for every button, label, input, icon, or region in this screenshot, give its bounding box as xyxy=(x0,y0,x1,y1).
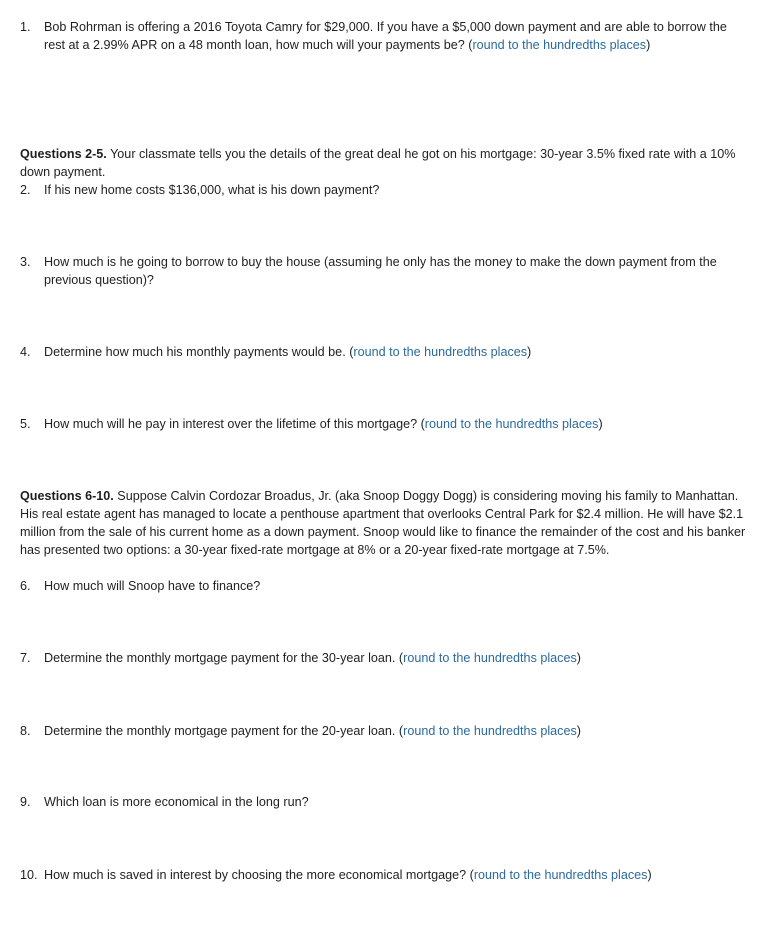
rounding-hint: round to the hundredths places xyxy=(403,651,577,665)
section-intro-6-10 xyxy=(20,487,748,559)
question-body: Determine how much his monthly payments would be. xyxy=(44,345,346,359)
question-number: 2. xyxy=(20,183,31,197)
question-3 xyxy=(20,253,748,289)
question-4 xyxy=(20,343,748,361)
question-body: Which loan is more economical in the long run? xyxy=(44,795,309,809)
section-text: Suppose Calvin Cordozar Broadus, Jr. (aka Snoop Doggy Dogg) is considering moving his family to Manhattan. His real estate agent has managed to locate a penthouse apartment that overlooks Central Park for $2.4 million. He will have $2.1 million from the sale of his current home as a down payment. Snoop would like to finance the remainder of the cost and his banker has presented two options: a 30-year fixed-rate mortgage at 8% or a 20-year fixed-rate mortgage at 7.5%. xyxy=(20,489,746,557)
rounding-hint: round to the hundredths places xyxy=(424,417,599,431)
section-intro-2-5 xyxy=(20,145,748,181)
question-body: How much is saved in interest by choosing the more economical mortgage? xyxy=(44,868,467,882)
question-5 xyxy=(20,415,748,433)
question-number: 5. xyxy=(20,417,31,431)
question-text: How much will he pay in interest over the lifetime of this mortgage? (round to the hundredths places) xyxy=(44,417,603,431)
section-heading: Questions 2-5. xyxy=(20,147,107,161)
question-7 xyxy=(20,649,748,667)
question-number: 8. xyxy=(20,724,31,738)
section-text: Your classmate tells you the details of the great deal he got on his mortgage: 30-year 3.5% fixed rate with a 10% down payment. xyxy=(20,147,736,179)
question-number: 6. xyxy=(20,579,31,593)
rounding-hint: round to the hundredths places xyxy=(403,724,577,738)
question-1 xyxy=(20,18,748,54)
rounding-hint: round to the hundredths places xyxy=(472,38,647,52)
question-10 xyxy=(20,866,748,884)
question-text: Determine the monthly mortgage payment for the 30-year loan. (round to the hundredths places) xyxy=(44,651,581,665)
question-text: Determine how much his monthly payments would be. (round to the hundredths places) xyxy=(44,345,532,359)
question-6 xyxy=(20,577,748,595)
question-body: If his new home costs $136,000, what is his down payment? xyxy=(44,183,380,197)
question-8 xyxy=(20,722,748,740)
question-number: 7. xyxy=(20,651,31,665)
question-9 xyxy=(20,793,748,811)
question-text: How much is saved in interest by choosing the more economical mortgage? (round to the hundredths places) xyxy=(44,868,652,882)
question-text: Bob Rohrman is offering a 2016 Toyota Camry for $29,000. If you have a $5,000 down payment and are able to borrow the rest at a 2.99% APR on a 48 month loan, how much will your payments be? (round to the hundredths places) xyxy=(44,20,727,52)
question-number: 9. xyxy=(20,795,31,809)
question-number: 3. xyxy=(20,255,31,269)
question-body: How much will he pay in interest over the lifetime of this mortgage? xyxy=(44,417,418,431)
rounding-hint: round to the hundredths places xyxy=(353,345,528,359)
question-text: Determine the monthly mortgage payment for the 20-year loan. (round to the hundredths places) xyxy=(44,724,581,738)
section-heading: Questions 6-10. xyxy=(20,489,114,503)
question-number: 10. xyxy=(20,868,38,882)
question-body: Determine the monthly mortgage payment for the 30-year loan. xyxy=(44,651,396,665)
question-2 xyxy=(20,181,748,199)
question-body: Bob Rohrman is offering a 2016 Toyota Camry for $29,000. If you have a $5,000 down payment and are able to borrow the rest at a 2.99% APR on a 48 month loan, how much will your payments be? xyxy=(44,20,727,52)
question-number: 4. xyxy=(20,345,31,359)
question-body: Determine the monthly mortgage payment for the 20-year loan. xyxy=(44,724,396,738)
question-body: How much is he going to borrow to buy the house (assuming he only has the money to make the down payment from the previous question)? xyxy=(44,255,717,287)
rounding-hint: round to the hundredths places xyxy=(473,868,648,882)
question-number: 1. xyxy=(20,20,31,34)
question-body: How much will Snoop have to finance? xyxy=(44,579,261,593)
